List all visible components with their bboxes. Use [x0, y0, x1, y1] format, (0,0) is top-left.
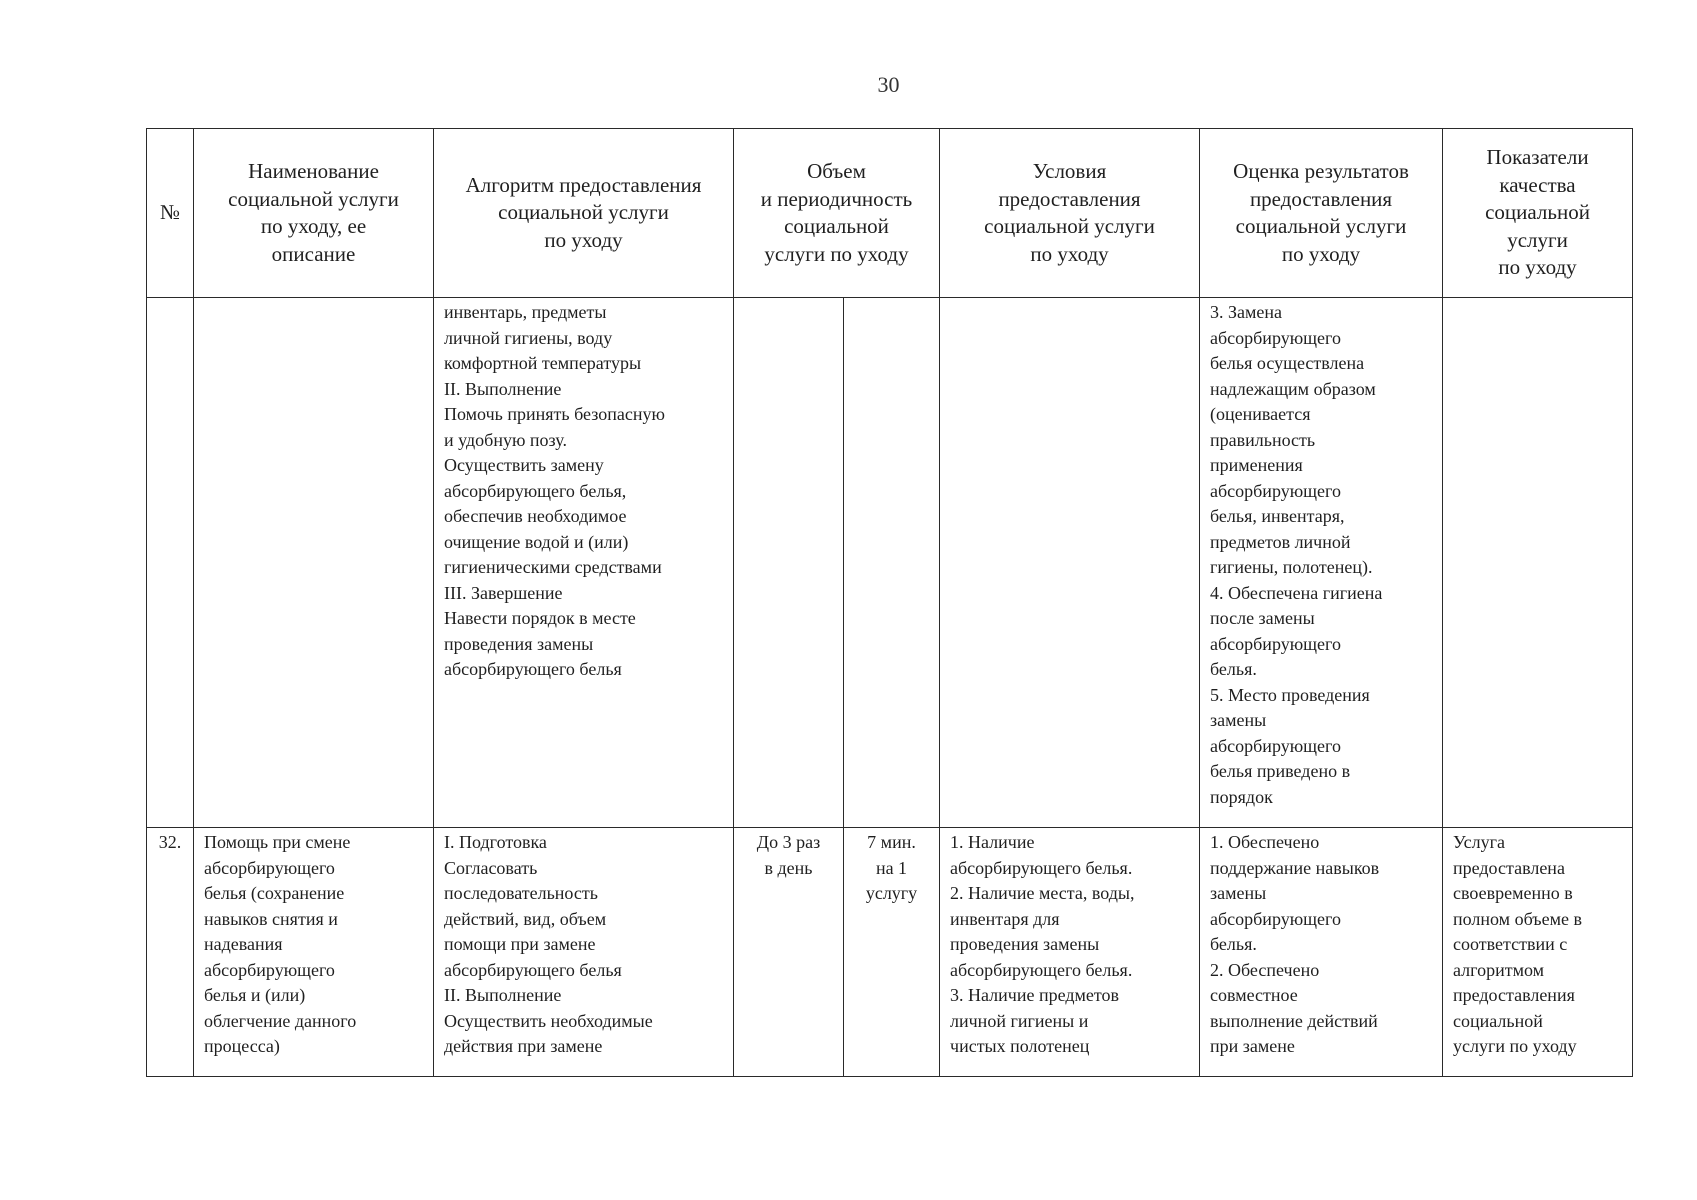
- header-evaluation: Оценка результатов предоставления социальной услуги по уходу: [1200, 129, 1443, 298]
- row-number-cell: [147, 298, 194, 828]
- algorithm-cell: инвентарь, предметы личной гигиены, воду комфортной температуры II. Выполнение Помочь принять безопасную и удобную позу. Осуществить замену абсорбирующего белья, обеспечив необходимое очищение водой и (или) гигиеническими средствами III. Завершение Навести порядок в месте проведения замены абсорбирующего белья: [434, 298, 734, 828]
- table-row: [147, 828, 1633, 1077]
- evaluation-cell: 3. Замена абсорбирующего белья осуществлена надлежащим образом (оценивается правильность применения абсорбирующего белья, инвентаря, предметов личной гигиены, полотенец). 4. Обеспечена гигиена после замены абсорбирующего белья. 5. Место проведения замены абсорбирующего белья приведено в порядок: [1200, 298, 1443, 828]
- header-conditions: Условия предоставления социальной услуги по уходу: [940, 129, 1200, 298]
- services-table: [146, 128, 1633, 1077]
- frequency-cell: [734, 298, 844, 828]
- header-row: [147, 129, 1633, 298]
- quality-cell: Услуга предоставлена своевременно в полном объеме в соответствии с алгоритмом предоставления социальной услуги по уходу: [1443, 828, 1633, 1077]
- header-service-name: Наименование социальной услуги по уходу, ее описание: [194, 129, 434, 298]
- conditions-cell: 1. Наличие абсорбирующего белья. 2. Наличие места, воды, инвентаря для проведения замены абсорбирующего белья. 3. Наличие предметов личной гигиены и чистых полотенец: [940, 828, 1200, 1077]
- frequency-cell: До 3 раз в день: [734, 828, 844, 1077]
- header-quality: Показатели качества социальной услуги по уходу: [1443, 129, 1633, 298]
- service-name-cell: Помощь при смене абсорбирующего белья (сохранение навыков снятия и надевания абсорбирующего белья и (или) облегчение данного процесса): [194, 828, 434, 1077]
- service-name-cell: [194, 298, 434, 828]
- duration-cell: 7 мин. на 1 услугу: [844, 828, 940, 1077]
- evaluation-cell: 1. Обеспечено поддержание навыков замены абсорбирующего белья. 2. Обеспечено совместное выполнение действий при замене: [1200, 828, 1443, 1077]
- quality-cell: [1443, 298, 1633, 828]
- page-number: 30: [877, 72, 900, 97]
- header-volume-frequency: Объем и периодичность социальной услуги по уходу: [734, 129, 940, 298]
- header-algorithm: Алгоритм предоставления социальной услуги по уходу: [434, 129, 734, 298]
- header-number: №: [147, 129, 194, 298]
- algorithm-cell: I. Подготовка Согласовать последовательность действий, вид, объем помощи при замене абсорбирующего белья II. Выполнение Осуществить необходимые действия при замене: [434, 828, 734, 1077]
- table-row: [147, 298, 1633, 828]
- conditions-cell: [940, 298, 1200, 828]
- duration-cell: [844, 298, 940, 828]
- row-number-cell: 32.: [147, 828, 194, 1077]
